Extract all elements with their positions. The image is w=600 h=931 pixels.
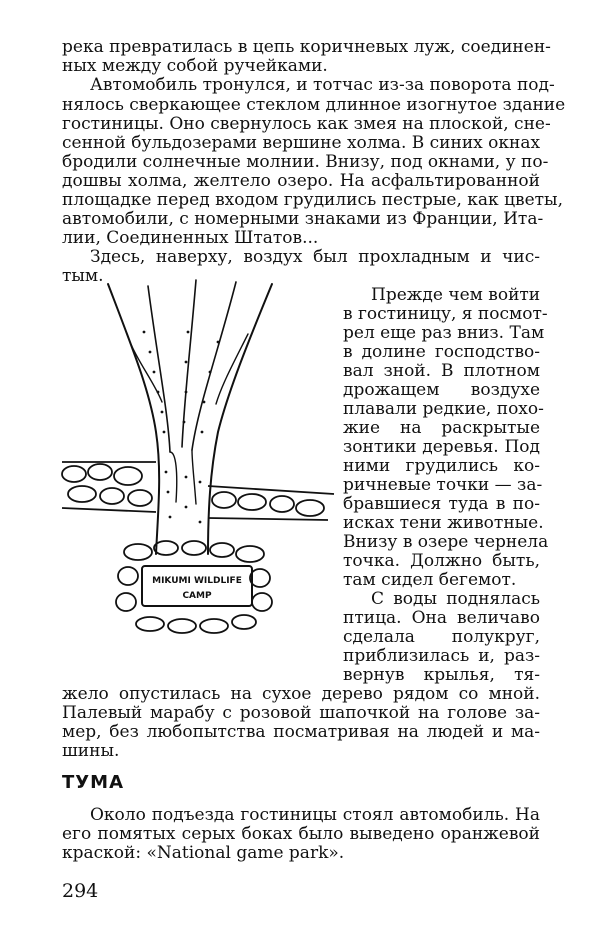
text-line: бродили солнечные молнии. Внизу, под окнами, у по- xyxy=(62,152,549,172)
text-line: жие на раскрытые xyxy=(343,418,540,438)
tree-sign-illustration xyxy=(58,272,340,662)
text-line: тым. xyxy=(62,266,104,286)
text-line: Внизу в озере чернела xyxy=(343,532,549,552)
text-line: там сидел бегемот. xyxy=(343,570,517,590)
text-line: плавали редкие, похо- xyxy=(343,399,544,419)
text-line: шины. xyxy=(62,741,120,761)
text-line: мер, без любопытства посматривая на людей и ма- xyxy=(62,722,540,742)
text-line: нялось сверкающее стеклом длинное изогнутое здание xyxy=(62,95,566,115)
text-line: вал зной. В плотном xyxy=(343,361,540,381)
text-line: в гостиницу, я посмот- xyxy=(343,304,548,324)
section-heading: ТУМА xyxy=(62,772,124,793)
text-line: Автомобиль тронулся, и тотчас из-за поворота под- xyxy=(90,75,555,95)
text-line: дошвы холма, желтело озеро. На асфальтированной xyxy=(62,171,540,191)
text-line: ними грудились ко- xyxy=(343,456,540,476)
text-line: вернув крылья, тя- xyxy=(343,665,540,685)
text-line: С воды поднялась xyxy=(371,589,540,609)
text-line: ных между собой ручейками. xyxy=(62,56,328,76)
text-line: Около подъезда гостиницы стоял автомобиль. На xyxy=(90,805,540,825)
text-line: птица. Она величаво xyxy=(343,608,540,628)
text-line: лии, Соединенных Штатов... xyxy=(62,228,319,248)
text-line: река превратилась в цепь коричневых луж, соединен- xyxy=(62,37,551,57)
text-line: сделала полукруг, xyxy=(343,627,540,647)
text-line: Палевый марабу с розовой шапочкой на голове за- xyxy=(62,703,540,723)
text-line: автомобили, с номерными знаками из Франции, Ита- xyxy=(62,209,544,229)
text-line: гостиницы. Оно свернулось как змея на плоской, сне- xyxy=(62,114,551,134)
text-line: площадке перед входом грудились пестрые, как цветы, xyxy=(62,190,563,210)
text-line: Здесь, наверху, воздух был прохладным и чис- xyxy=(90,247,540,267)
text-line: исках тени животные. xyxy=(343,513,544,533)
text-line: его помятых серых боках было выведено оранжевой xyxy=(62,824,540,844)
sign-text: CAMP xyxy=(182,591,212,601)
text-line: дрожащем воздухе xyxy=(343,380,540,400)
text-line: в долине господство- xyxy=(343,342,540,362)
text-line: бравшиеся туда в по- xyxy=(343,494,540,514)
text-line: краской: «National game park». xyxy=(62,843,345,863)
text-line: точка. Должно быть, xyxy=(343,551,540,571)
text-line: ричневые точки — за- xyxy=(343,475,543,495)
text-line: Прежде чем войти xyxy=(371,285,541,305)
page-number: 294 xyxy=(62,880,99,902)
text-line: жело опустилась на сухое дерево рядом со мной. xyxy=(62,684,540,704)
text-line: приблизилась и, раз- xyxy=(343,646,540,666)
text-line: сенной бульдозерами вершине холма. В синих окнах xyxy=(62,133,541,153)
text-line: рел еще раз вниз. Там xyxy=(343,323,545,343)
sign-text: MIKUMI WILDLIFE xyxy=(152,576,242,586)
text-line: зонтики деревья. Под xyxy=(343,437,540,457)
